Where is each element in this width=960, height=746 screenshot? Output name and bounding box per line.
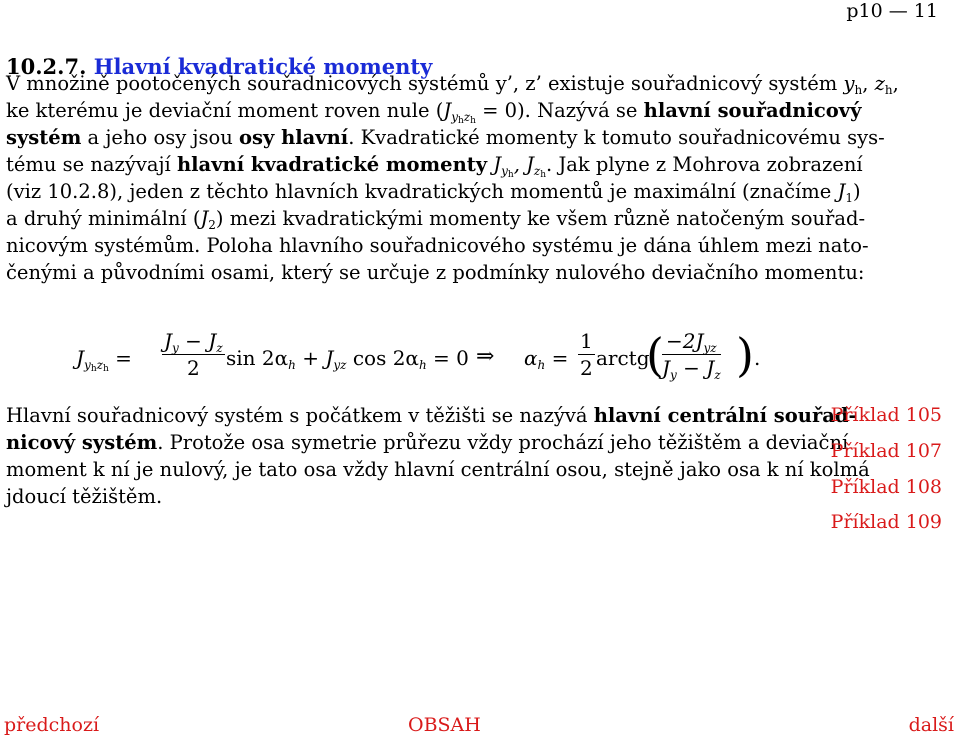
alpha-h: $\alpha_h$ = — [524, 346, 569, 372]
arctg-label: arctg — [596, 346, 650, 370]
text-line: nicovým systémům. Poloha hlavního souřadnicového systému je dána úhlem mezi nato- — [6, 234, 869, 257]
example-link-107[interactable]: Příklad 107 — [830, 440, 942, 462]
section-title: Hlavní kvadratické momenty — [93, 54, 433, 79]
fraction-arctg-argument: $-2J_{yz}$ $J_y - J_z$ — [662, 329, 721, 382]
term-principal-moments: hlavní kvadratické momenty — [176, 153, 488, 176]
text-line: systém a jeho osy jsou osy hlavní. Kvadratické momenty k tomuto souřadnicovému sys- — [6, 126, 885, 149]
term-principal-central-system: hlavní centrální souřad- — [593, 404, 857, 427]
text-line: nicový systém. Protože osa symetrie průřezu vždy prochází jeho těžištěm a deviační — [6, 431, 849, 454]
equation-terms: $\sin 2\alpha_h + J_{yz}$ $\cos 2\alpha_h = 0$ — [226, 346, 469, 372]
text-line: V množině pootočených souřadnicových systémů y’, z’ existuje souřadnicový systém $y_h$, $z_h$, — [6, 72, 899, 97]
fraction-moment-difference: $\frac{J_y - J_z}{2}$ — [164, 329, 223, 380]
example-link-108[interactable]: Příklad 108 — [830, 476, 942, 498]
paragraph-intro — [6, 70, 899, 286]
prev-page-link[interactable]: předchozí — [4, 714, 100, 736]
term-principal-axes: osy hlavní — [238, 126, 349, 149]
text-line: ke kterému je deviační moment roven nule $(J_{y_hz_h} = 0)$. Nazývá se hlavní souřadnicový — [6, 99, 862, 126]
equation-lhs: $J_{y_hz_h}$ = — [76, 346, 132, 374]
example-link-105[interactable]: Příklad 105 — [830, 404, 942, 426]
paragraph-central-system — [6, 402, 870, 510]
implies-symbol: ⇒ — [476, 344, 495, 369]
page-indicator: p10 — 11 — [846, 0, 938, 22]
text-line: čenými a původními osami, který se určuje z podmínky nulového deviačního momentu: — [6, 261, 865, 284]
next-page-link[interactable]: další — [908, 714, 954, 736]
text-line: jdoucí těžištěm. — [6, 485, 163, 508]
example-link-109[interactable]: Příklad 109 — [830, 511, 942, 533]
term-principal-system: hlavní souřadnicový — [643, 99, 862, 122]
text-line: Hlavní souřadnicový systém s počátkem v těžišti se nazývá hlavní centrální souřad- — [6, 404, 857, 427]
section-number: 10.2.7. — [6, 54, 87, 79]
text-line: a druhý minimální $(J_2)$ mezi kvadratickými momenty ke všem různě natočeným souřad- — [6, 207, 866, 232]
fraction-half: $\frac{1}{2}$ — [580, 329, 593, 380]
right-paren: ) — [736, 328, 754, 382]
principal-angle-equation — [76, 328, 796, 392]
text-line: tému se nazývají hlavní kvadratické momenty $J_{y_h}$, $J_{z_h}$. Jak plyne z Mohrova zobrazení — [6, 153, 863, 180]
contents-link[interactable]: OBSAH — [408, 714, 481, 736]
text-line: moment k ní je nulový, je tato osa vždy hlavní centrální osou, stejně jako osa k ní kolmá — [6, 458, 870, 481]
equation-period: . — [754, 346, 761, 370]
left-paren: ( — [646, 328, 664, 382]
text-line: (viz 10.2.8), jeden z těchto hlavních kvadratických momentů je maximální (značíme $J_1$) — [6, 180, 861, 205]
